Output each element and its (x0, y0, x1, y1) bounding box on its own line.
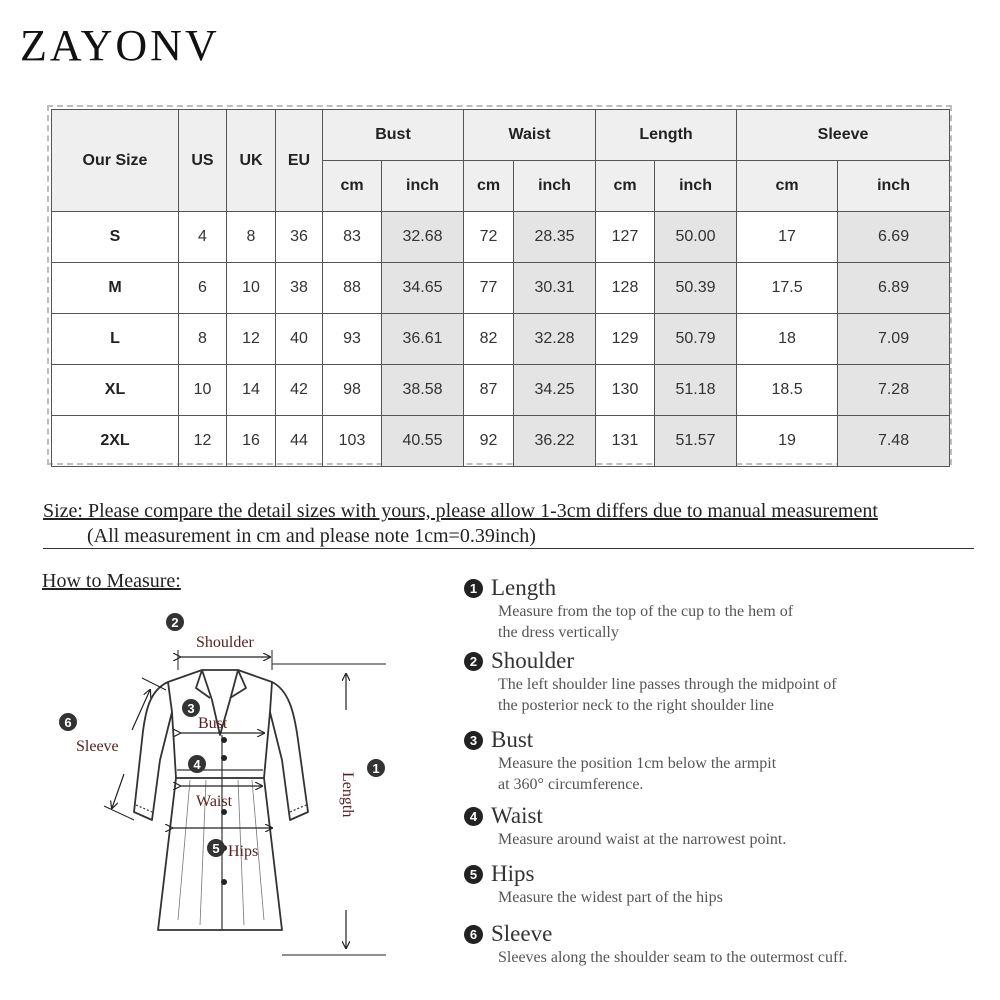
measure-item-bust (464, 727, 918, 795)
measure-item-hips (464, 861, 918, 908)
label-hips: Hips (228, 843, 259, 860)
svg-text:5: 5 (212, 841, 220, 856)
table-cell: 30.31 (514, 263, 596, 314)
dress-measurement-diagram (50, 600, 430, 980)
table-cell: 16 (227, 416, 276, 467)
measure-desc: Measure the position 1cm below the armpit (498, 755, 777, 772)
badge-4-icon: 4 (464, 807, 483, 826)
size-label-cell: M (52, 263, 179, 314)
label-length: Length (339, 772, 356, 818)
unit-note: (All measurement in cm and please note 1cm=0.39inch) (43, 525, 974, 549)
size-label-cell: S (52, 212, 179, 263)
table-cell: 17 (737, 212, 838, 263)
header-waist: Waist (464, 110, 596, 161)
table-cell: 82 (464, 314, 514, 365)
table-cell: 32.68 (382, 212, 464, 263)
table-cell: 51.57 (655, 416, 737, 467)
table-cell: 128 (596, 263, 655, 314)
measure-title: Sleeve (491, 921, 553, 946)
table-cell: 92 (464, 416, 514, 467)
size-chart (47, 105, 952, 465)
size-label-cell: XL (52, 365, 179, 416)
badge-6-icon: 6 (464, 925, 483, 944)
label-sleeve: Sleeve (76, 738, 119, 755)
table-cell: 8 (179, 314, 227, 365)
table-cell: 38.58 (382, 365, 464, 416)
table-row (52, 365, 950, 416)
measure-desc: the dress vertically (498, 624, 619, 641)
measure-item-length (464, 575, 918, 643)
table-cell: 127 (596, 212, 655, 263)
table-cell: 130 (596, 365, 655, 416)
measure-desc: Measure around waist at the narrowest point. (498, 831, 787, 848)
measure-title: Hips (491, 861, 535, 886)
table-cell: 12 (179, 416, 227, 467)
svg-text:4: 4 (193, 757, 201, 772)
table-cell: 6 (179, 263, 227, 314)
how-to-measure-heading: How to Measure: (42, 570, 181, 592)
brand-logo: ZAYONV (20, 21, 220, 70)
table-cell: 34.25 (514, 365, 596, 416)
unit-sleeve-cm: cm (737, 161, 838, 212)
table-row (52, 314, 950, 365)
badge-2-icon: 2 (464, 652, 483, 671)
table-cell: 88 (323, 263, 382, 314)
table-cell: 72 (464, 212, 514, 263)
table-cell: 6.69 (838, 212, 950, 263)
measure-desc: The left shoulder line passes through the midpoint of (498, 676, 837, 693)
measure-title: Length (491, 575, 557, 600)
table-cell: 103 (323, 416, 382, 467)
measure-title: Waist (491, 803, 543, 828)
unit-sleeve-inch: inch (838, 161, 950, 212)
table-cell: 40.55 (382, 416, 464, 467)
unit-waist-inch: inch (514, 161, 596, 212)
svg-text:1: 1 (372, 761, 380, 776)
table-cell: 42 (276, 365, 323, 416)
unit-waist-cm: cm (464, 161, 514, 212)
unit-length-inch: inch (655, 161, 737, 212)
unit-bust-cm: cm (323, 161, 382, 212)
label-bust: Bust (198, 715, 228, 732)
header-us: US (179, 110, 227, 212)
measure-desc: Measure from the top of the cup to the hem of (498, 603, 794, 620)
header-sleeve: Sleeve (737, 110, 950, 161)
measure-item-sleeve (464, 921, 918, 968)
table-cell: 32.28 (514, 314, 596, 365)
unit-bust-inch: inch (382, 161, 464, 212)
table-cell: 40 (276, 314, 323, 365)
size-note: Size: Please compare the detail sizes with yours, please allow 1-3cm differs due to manual measurement (43, 500, 878, 522)
header-eu: EU (276, 110, 323, 212)
table-cell: 14 (227, 365, 276, 416)
table-cell: 19 (737, 416, 838, 467)
table-row (52, 263, 950, 314)
table-cell: 7.28 (838, 365, 950, 416)
badge-5-icon: 5 (464, 865, 483, 884)
measure-desc: at 360° circumference. (498, 776, 644, 793)
table-cell: 28.35 (514, 212, 596, 263)
table-cell: 4 (179, 212, 227, 263)
header-our-size: Our Size (52, 110, 179, 212)
table-cell: 77 (464, 263, 514, 314)
table-cell: 129 (596, 314, 655, 365)
table-cell: 98 (323, 365, 382, 416)
table-cell: 50.79 (655, 314, 737, 365)
measure-item-waist (464, 803, 918, 850)
measure-desc: Measure the widest part of the hips (498, 889, 723, 906)
table-cell: 18 (737, 314, 838, 365)
svg-text:2: 2 (171, 615, 179, 630)
measure-item-shoulder (464, 648, 918, 716)
table-cell: 6.89 (838, 263, 950, 314)
table-cell: 36.61 (382, 314, 464, 365)
table-cell: 131 (596, 416, 655, 467)
table-cell: 83 (323, 212, 382, 263)
table-cell: 87 (464, 365, 514, 416)
table-cell: 7.09 (838, 314, 950, 365)
size-table (51, 109, 950, 467)
table-cell: 18.5 (737, 365, 838, 416)
svg-text:6: 6 (64, 715, 72, 730)
header-length: Length (596, 110, 737, 161)
table-cell: 38 (276, 263, 323, 314)
table-cell: 7.48 (838, 416, 950, 467)
label-shoulder: Shoulder (196, 634, 254, 651)
measure-desc: Sleeves along the shoulder seam to the outermost cuff. (498, 949, 848, 966)
measure-title: Shoulder (491, 648, 575, 673)
header-bust: Bust (323, 110, 464, 161)
table-cell: 10 (227, 263, 276, 314)
table-cell: 50.00 (655, 212, 737, 263)
table-cell: 93 (323, 314, 382, 365)
table-cell: 50.39 (655, 263, 737, 314)
table-cell: 34.65 (382, 263, 464, 314)
header-uk: UK (227, 110, 276, 212)
table-cell: 8 (227, 212, 276, 263)
table-row (52, 416, 950, 467)
table-cell: 17.5 (737, 263, 838, 314)
size-label-cell: L (52, 314, 179, 365)
table-row (52, 212, 950, 263)
measure-title: Bust (491, 727, 534, 752)
table-cell: 44 (276, 416, 323, 467)
table-cell: 36.22 (514, 416, 596, 467)
svg-text:3: 3 (187, 701, 195, 716)
table-cell: 36 (276, 212, 323, 263)
table-cell: 51.18 (655, 365, 737, 416)
size-label-cell: 2XL (52, 416, 179, 467)
table-cell: 12 (227, 314, 276, 365)
measure-desc: the posterior neck to the right shoulder line (498, 697, 774, 714)
table-cell: 10 (179, 365, 227, 416)
unit-length-cm: cm (596, 161, 655, 212)
badge-1-icon: 1 (464, 579, 483, 598)
badge-3-icon: 3 (464, 731, 483, 750)
label-waist: Waist (196, 793, 233, 810)
